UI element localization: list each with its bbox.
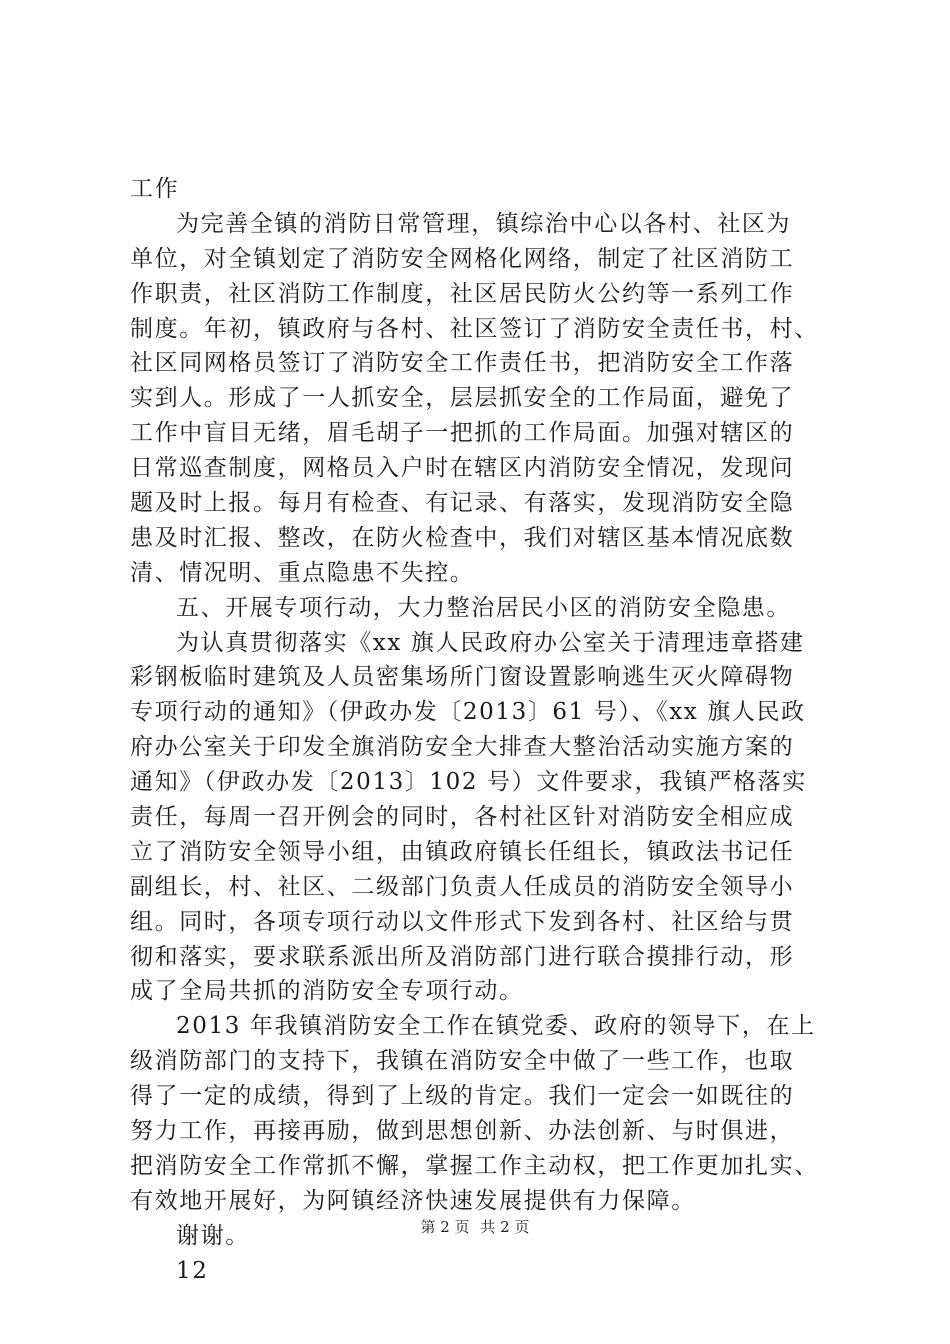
text-line: 五、开展专项行动，大力整治居民小区的消防安全隐患。 — [176, 594, 791, 621]
text-line: 工作 — [130, 176, 180, 202]
text-line: 谢谢。 — [176, 1222, 250, 1249]
text-line: 实到人。形成了一人抓安全，层层抓安全的工作局面，避免了 — [130, 385, 795, 412]
text-line: 2013 年我镇消防安全工作在镇党委、政府的领导下，在上 — [176, 1013, 816, 1040]
text-line: 把消防安全工作常抓不懈，掌握工作主动权，把工作更加扎实、 — [130, 1152, 819, 1179]
page-footer — [0, 1216, 950, 1237]
text-line: 责任，每周一召开例会的同时，各村社区针对消防安全相应成 — [130, 804, 795, 831]
document-body — [130, 172, 820, 1289]
text-line: 副组长，村、社区、二级部门负责人任成员的消防安全领导小 — [130, 873, 795, 900]
text-line: 得了一定的成绩，得到了上级的肯定。我们一定会一如既往的 — [130, 1083, 795, 1110]
text-line: 府办公室关于印发全旗消防安全大排查大整治活动实施方案的 — [130, 734, 795, 761]
text-line: 努力工作，再接再励，做到思想创新、办法创新、与时俱进， — [130, 1118, 795, 1145]
text-line: 作职责，社区消防工作制度，社区居民防火公约等一系列工作 — [130, 280, 795, 307]
text-line: 级消防部门的支持下，我镇在消防安全中做了一些工作，也取 — [130, 1048, 795, 1075]
page-number-current: 第 2 页 — [420, 1218, 470, 1236]
text-line: 有效地开展好，为阿镇经济快速发展提供有力保障。 — [130, 1187, 696, 1214]
text-line: 立了消防安全领导小组，由镇政府镇长任组长，镇政法书记任 — [130, 838, 795, 865]
text-line: 单位，对全镇划定了消防安全网格化网络，制定了社区消防工 — [130, 245, 795, 272]
text-line: 制度。年初，镇政府与各村、社区签订了消防安全责任书，村、 — [130, 315, 819, 342]
text-line: 专项行动的通知》（伊政办发〔2013〕61 号）、《xx 旗人民政 — [130, 699, 806, 726]
text-line: 彩钢板临时建筑及人员密集场所门窗设置影响逃生灭火障碍物 — [130, 664, 795, 691]
text-line: 工作中盲目无绪，眉毛胡子一把抓的工作局面。加强对辖区的 — [130, 420, 795, 447]
text-line: 成了全局共抓的消防安全专项行动。 — [130, 978, 524, 1005]
text-line: 通知》（伊政办发〔2013〕102 号）文件要求，我镇严格落实 — [130, 769, 807, 796]
text-line: 社区同网格员签订了消防安全工作责任书，把消防安全工作落 — [130, 350, 795, 377]
text-line: 日常巡查制度，网格员入户时在辖区内消防安全情况，发现问 — [130, 455, 795, 482]
text-line: 题及时上报。每月有检查、有记录、有落实，发现消防安全隐 — [130, 490, 795, 517]
text-line: 为认真贯彻落实《xx 旗人民政府办公室关于清理违章搭建 — [176, 629, 805, 656]
text-line: 12 — [176, 1257, 209, 1284]
page-number-total: 共 2 页 — [480, 1218, 530, 1236]
text-line: 彻和落实，要求联系派出所及消防部门进行联合摸排行动，形 — [130, 943, 795, 970]
text-line: 组。同时，各项专项行动以文件形式下发到各村、社区给与贯 — [130, 908, 795, 935]
text-line: 患及时汇报、整改，在防火检查中，我们对辖区基本情况底数 — [130, 524, 795, 551]
text-line: 清、情况明、重点隐患不失控。 — [130, 559, 475, 586]
text-line: 为完善全镇的消防日常管理，镇综治中心以各村、社区为 — [176, 210, 791, 237]
